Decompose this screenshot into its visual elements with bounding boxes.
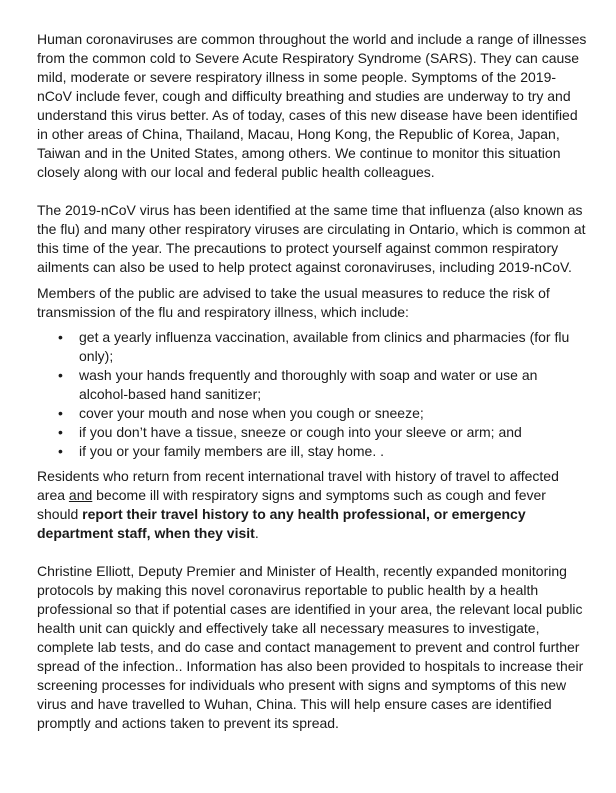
- paragraph-coronavirus-overview: Human coronaviruses are common throughout the world and include a range of illnesses from the common cold to Severe Acute Respiratory Syndrome (SARS). They can cause mild, moderate or severe respiratory illness in some people. Symptoms of the 2019-nCoV include fever, cough and difficulty breathing and studies are underway to try and understand this virus better. As of today, cases of this new disease have been identified in other areas of China, Thailand, Macau, Hong Kong, the Republic of Korea, Japan, Taiwan and in the United States, among others. We continue to monitor this situation closely along with our local and federal public health colleagues.: [37, 31, 587, 180]
- list-item-text: get a yearly influenza vaccination, available from clinics and pharmacies (for flu only);: [79, 329, 570, 364]
- list-item: [37, 423, 589, 442]
- paragraph-public-advice: Members of the public are advised to take the usual measures to reduce the risk of transmission of the flu and respiratory illness, which include:: [37, 285, 550, 320]
- list-item-text: wash your hands frequently and thoroughly with soap and water or use an alcohol-based hand sanitizer;: [79, 367, 538, 402]
- bullet-icon: •: [58, 367, 63, 383]
- bullet-icon: •: [58, 329, 63, 345]
- list-item: [37, 328, 589, 366]
- list-item: [37, 366, 589, 404]
- paragraph-travel-advice: [37, 467, 589, 543]
- document-body: [37, 30, 589, 733]
- travel-advice-text-3: .: [254, 525, 259, 541]
- bullet-icon: •: [58, 424, 63, 440]
- paragraph-minister-statement: Christine Elliott, Deputy Premier and Minister of Health, recently expanded monitoring protocols by making this novel coronavirus reportable to public health by a health professional so that if potential cases are identified in your area, the relevant local public health unit can quickly and effectively take all necessary measures to investigate, complete lab tests, and do case and contact management to prevent and control further spread of the infection.. Information has also been provided to hospitals to increase their screening processes for individuals who present with signs and symptoms of this new virus and have travelled to Wuhan, China. This will help ensure cases are identified promptly and actions taken to prevent its spread.: [37, 563, 584, 731]
- list-item: [37, 404, 589, 423]
- travel-advice-bold-instruction: report their travel history to any health professional, or emergency department staff, when they visit: [37, 506, 526, 541]
- paragraph-flu-season: The 2019-nCoV virus has been identified at the same time that influenza (also known as the flu) and many other respiratory viruses are circulating in Ontario, which is common at this time of the year. The precautions to protect yourself against common respiratory ailments can also be used to help protect against coronaviruses, including 2019-nCoV.: [37, 202, 586, 275]
- list-item-text: if you or your family members are ill, stay home. .: [79, 443, 384, 459]
- travel-advice-text-2: become ill with respiratory signs and symptoms such as cough and fever should: [37, 487, 546, 522]
- bullet-icon: •: [58, 443, 63, 459]
- list-item: [37, 442, 589, 461]
- travel-advice-text-1: Residents who return from recent international travel with history of travel to affected area: [37, 468, 559, 503]
- list-item-text: if you don’t have a tissue, sneeze or cough into your sleeve or arm; and: [79, 424, 522, 440]
- bullet-icon: •: [58, 405, 63, 421]
- travel-advice-underlined-and: and: [68, 487, 93, 503]
- list-item-text: cover your mouth and nose when you cough or sneeze;: [79, 405, 424, 421]
- precautions-list: [37, 328, 589, 461]
